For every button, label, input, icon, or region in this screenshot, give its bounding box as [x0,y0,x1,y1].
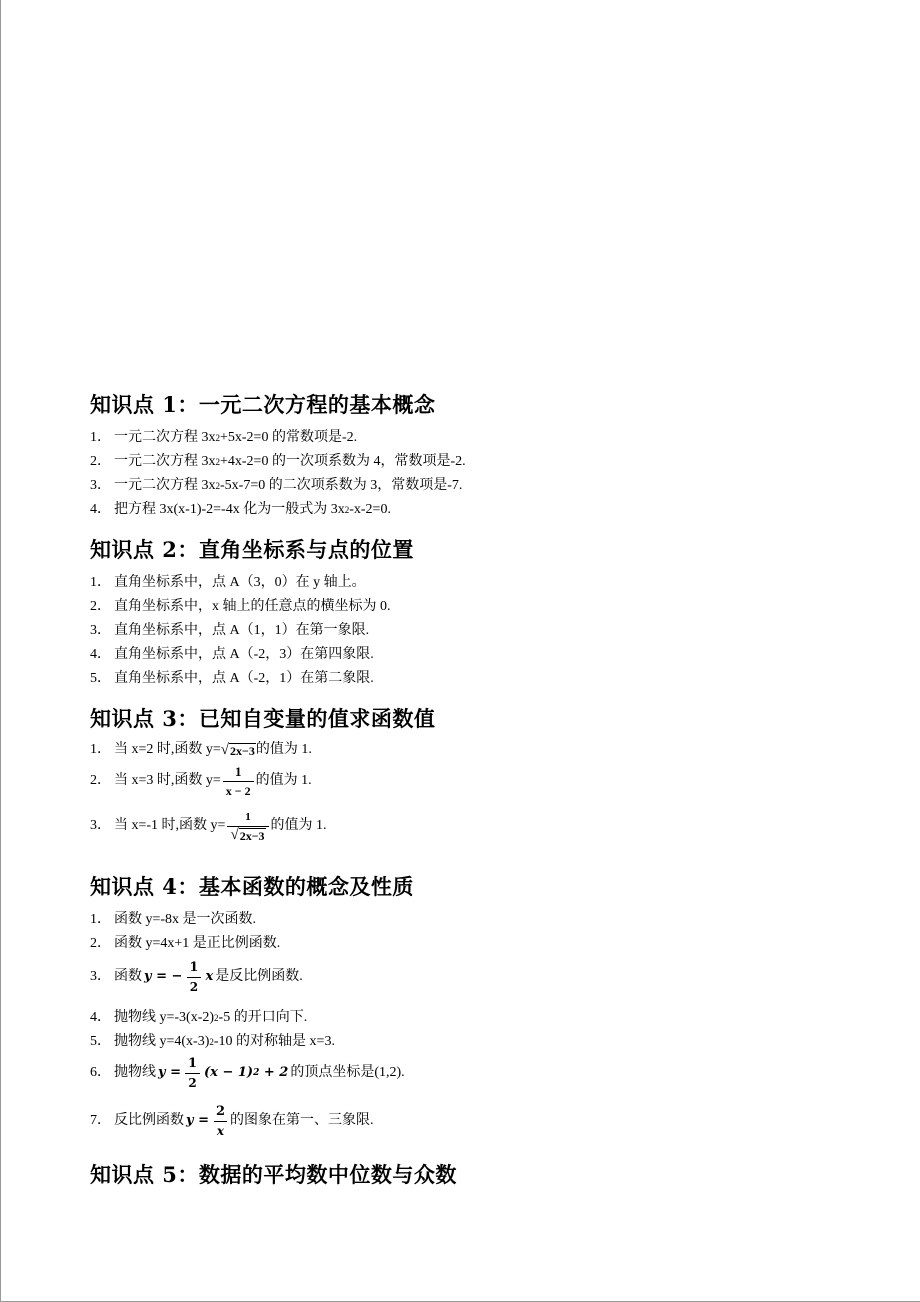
item-text: 直角坐标系中，点 A（3，0）在 y 轴上。 [114,575,366,590]
item-text: -5 的开口向下. [218,1010,308,1025]
item-number: 2． [90,454,111,469]
denominator: 2 [187,977,201,996]
item-text: 函数 y=4x+1 是正比例函数. [114,936,281,951]
list-item: 1． 一元二次方程 3x 2 +5x-2=0 的常数项是-2. [90,427,357,449]
list-item [90,644,374,666]
item-number: 4． [90,1010,111,1025]
numerator: 1 [245,810,251,823]
fraction [185,1055,200,1092]
denominator [227,826,268,845]
section-heading-5: 知识点 5：数据的平均数中位数与众数 [90,1162,457,1187]
fraction [223,763,254,800]
item-text: 直角坐标系中，点 A（-2，1）在第二象限. [114,671,374,686]
item-number: 1． [90,430,111,445]
item-text: -x-2=0. [349,502,391,517]
item-text: 直角坐标系中，点 A（1，1）在第一象限. [114,623,370,638]
item-number: 6． [90,1065,111,1080]
list-item: 5． 抛物线 y=4(x-3) 2 -10 的对称轴是 x=3. [90,1031,335,1053]
section-heading-4: 知识点 4：基本函数的概念及性质 [90,874,414,899]
item-text: 抛物线 y=-3(x-2) [114,1010,215,1025]
radicand: 2x−3 [230,743,255,758]
formula-lhs: y = [158,1065,181,1080]
denominator: x − 2 [223,781,254,800]
item-number: 3． [90,818,111,833]
item-text: +4x-2=0 的一次项系数为 4，常数项是-2. [220,454,466,469]
section-heading-3: 知识点 3：已知自变量的值求函数值 [90,706,436,731]
formula-lhs: y = [186,1113,209,1128]
item-text: +5x-2=0 的常数项是-2. [220,430,358,445]
item-text: 抛物线 y=4(x-3) [114,1034,210,1049]
item-number: 5． [90,1034,111,1049]
list-item [90,758,312,804]
list-item [90,572,366,594]
list-item [90,933,280,955]
formula-rhs: (x − 1) 2 + 2 [204,1062,288,1084]
list-item: 2． 一元二次方程 3x 2 +4x-2=0 的一次项系数为 4，常数项是-2. [90,451,466,473]
item-text: 一元二次方程 3x [114,454,216,469]
page-left-border [0,0,1,1302]
item-text: 一元二次方程 3x [114,478,216,493]
list-item [90,954,303,1000]
formula-rhs: x [205,969,214,984]
formula-lhs: y = − [144,969,183,984]
list-item: 3． 一元二次方程 3x 2 -5x-7=0 的二次项系数为 3，常数项是-7. [90,475,462,497]
item-text: 直角坐标系中，点 A（-2，3）在第四象限. [114,647,374,662]
radical-sign: √ [230,826,239,843]
item-text: 一元二次方程 3x [114,430,216,445]
item-text: 函数 [114,969,142,984]
fraction [227,808,268,845]
item-text: 当 x=3 时,函数 y= [114,773,221,788]
denominator: 2 [185,1073,199,1092]
item-text: 的值为 1. [255,773,312,788]
item-text: 的顶点坐标是(1,2). [290,1065,405,1080]
item-text: 反比例函数 [114,1113,184,1128]
list-item [90,803,327,849]
numerator: 1 [187,1055,198,1071]
item-text: -10 的对称轴是 x=3. [213,1034,335,1049]
item-text: 当 x=2 时,函数 y= [114,742,221,757]
fraction [186,959,201,996]
list-item [90,620,369,642]
item-text: -5x-7=0 的二次项系数为 3，常数项是-7. [220,478,463,493]
radical-sign: √ [220,741,230,758]
list-item [90,1098,374,1144]
item-number: 5． [90,671,111,686]
square-root-expression [230,828,265,843]
item-text: 直角坐标系中，x 轴上的任意点的横坐标为 0. [114,599,391,614]
item-text: 是反比例函数. [215,969,303,984]
item-number: 1． [90,742,111,757]
item-text: 函数 y=-8x 是一次函数. [114,912,257,927]
item-text: 的值为 1. [270,818,327,833]
item-number: 2． [90,936,111,951]
formula-rhs-base: (x − 1) [204,1065,254,1080]
denominator [214,1121,227,1140]
item-text: 把方程 3x(x-1)-2=-4x 化为一般式为 3x [114,502,345,517]
item-number: 7． [90,1113,111,1128]
item-number: 4． [90,647,111,662]
denominator-variable: x [216,1123,225,1138]
section-heading-1: 知识点 1：一元二次方程的基本概念 [90,392,436,417]
item-number: 3． [90,969,111,984]
item-number: 3． [90,478,111,493]
numerator: 2 [215,1103,226,1119]
item-number: 1． [90,575,111,590]
list-item [90,668,374,690]
fraction [213,1103,228,1140]
section-heading-2: 知识点 2：直角坐标系与点的位置 [90,537,414,562]
list-item: 4． 抛物线 y=-3(x-2) 2 -5 的开口向下. [90,1007,307,1029]
item-text: 抛物线 [114,1065,156,1080]
radicand: 2x−3 [239,828,265,843]
item-number: 1． [90,912,111,927]
list-item [90,1050,405,1096]
numerator: 1 [234,763,242,779]
item-number: 2． [90,599,111,614]
item-text: 的图象在第一、三象限. [230,1113,374,1128]
item-text: 当 x=-1 时,函数 y= [114,818,226,833]
list-item [90,909,256,931]
formula-rhs-tail: + 2 [259,1065,289,1080]
item-number: 4． [90,502,111,517]
list-item: 4． 把方程 3x(x-1)-2=-4x 化为一般式为 3x 2 -x-2=0. [90,499,391,521]
item-text: 的值为 1. [255,742,312,757]
item-number: 3． [90,623,111,638]
numerator: 1 [189,959,199,975]
square-root-expression [221,743,256,758]
item-number: 2． [90,773,111,788]
list-item [90,596,391,618]
